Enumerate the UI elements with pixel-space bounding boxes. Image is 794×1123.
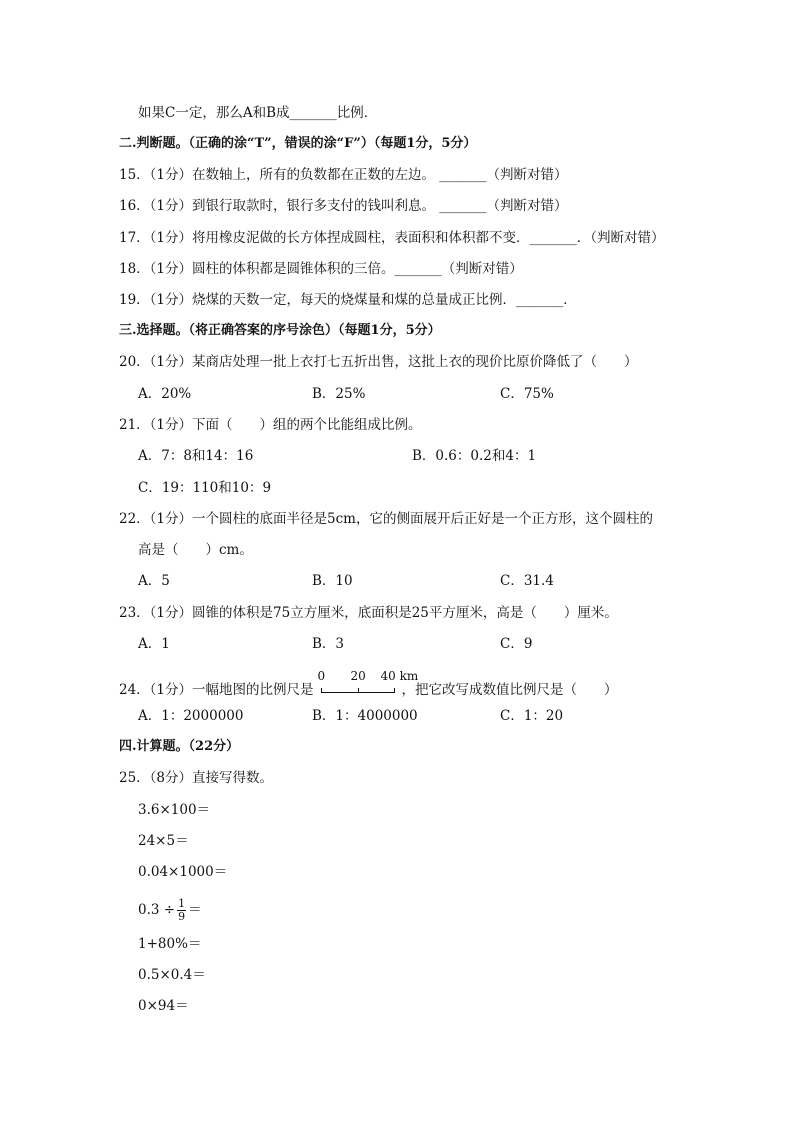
calc-item-7: 0×94＝ xyxy=(138,998,189,1014)
question-17: 17．（1分）将用橡皮泥做的长方体捏成圆柱，表面积和体积都不变．_______．（判断对错） xyxy=(119,230,665,246)
q24-option-a[interactable]: A．1：2000000 xyxy=(138,708,244,724)
question-25: 25．（8分）直接写得数。 xyxy=(119,770,274,786)
question-16: 16．（1分）到银行取款时，银行多支付的钱叫利息。 _______（判断对错） xyxy=(119,198,568,214)
q21-option-a[interactable]: A．7：8和14：16 xyxy=(138,448,254,464)
section-4-heading: 四.计算题。（22分） xyxy=(119,739,240,754)
calc-item-4-equals: ＝ xyxy=(188,902,202,918)
question-22-continuation: 高是（ ）cm。 xyxy=(138,542,253,558)
q23-option-c[interactable]: C．9 xyxy=(500,636,533,652)
calc-item-2: 24×5＝ xyxy=(138,833,189,849)
fraction-one-ninth xyxy=(177,898,186,923)
question-22: 22．（1分）一个圆柱的底面半径是5cm，它的侧面展开后正好是一个正方形，这个圆柱的 xyxy=(119,511,653,527)
calc-item-5: 1+80%＝ xyxy=(138,936,202,952)
q22-option-a[interactable]: A．5 xyxy=(138,573,170,589)
q20-option-b[interactable]: B．25% xyxy=(312,386,366,402)
question-24 xyxy=(119,669,618,700)
q20-option-c[interactable]: C．75% xyxy=(500,386,554,402)
question-15: 15．（1分）在数轴上，所有的负数都在正数的左边。 _______（判断对错） xyxy=(119,167,568,183)
q22-option-b[interactable]: B．10 xyxy=(312,573,353,589)
section-2-heading: 二.判断题。（正确的涂“T”，错误的涂“F”）（每题1分，5分） xyxy=(119,136,477,151)
q21-option-b[interactable]: B．0.6：0.2和4：1 xyxy=(412,448,537,464)
fraction-numerator: 1 xyxy=(178,897,186,910)
scale-bar-label-40km: 40 km xyxy=(380,669,419,683)
scale-bar-label-0: 0 xyxy=(317,669,326,683)
q23-option-b[interactable]: B．3 xyxy=(312,636,345,652)
calc-item-6: 0.5×0.4＝ xyxy=(138,967,206,983)
scale-bar-label-20: 20 xyxy=(350,669,366,683)
q23-option-a[interactable]: A．1 xyxy=(138,636,170,652)
calc-item-1: 3.6×100＝ xyxy=(138,802,211,818)
q21-option-c[interactable]: C．19：110和10：9 xyxy=(138,480,272,496)
question-14-continuation: 如果C一定，那么A和B成_______比例． xyxy=(138,105,378,121)
q24-option-c[interactable]: C．1：20 xyxy=(500,708,564,724)
q20-option-a[interactable]: A．20% xyxy=(138,386,192,402)
question-24-text-end: ，把它改写成数值比例尺是（ ） xyxy=(401,682,618,698)
calc-item-4-dividend: 0.3 ÷ xyxy=(138,902,176,918)
calc-item-4 xyxy=(138,898,202,923)
question-24-text: 24．（1分）一幅地图的比例尺是 xyxy=(119,682,314,698)
question-21: 21．（1分）下面（ ）组的两个比能组成比例。 xyxy=(119,417,422,433)
section-3-heading: 三.选择题。（将正确答案的序号涂色）（每题1分，5分） xyxy=(119,323,441,338)
question-23: 23．（1分）圆锥的体积是75立方厘米，底面积是25平方厘米，高是（ ）厘米。 xyxy=(119,605,618,621)
calc-item-3: 0.04×1000＝ xyxy=(138,864,228,880)
question-18: 18．（1分）圆柱的体积都是圆锥体积的三倍。_______（判断对错） xyxy=(119,261,523,277)
question-19: 19．（1分）烧煤的天数一定，每天的烧煤量和煤的总量成正比例．_______． xyxy=(119,292,577,308)
scale-bar-mid-tick xyxy=(358,688,359,692)
q22-option-c[interactable]: C．31.4 xyxy=(500,573,554,589)
fraction-denominator: 9 xyxy=(178,910,186,923)
question-20: 20．（1分）某商店处理一批上衣打七五折出售，这批上衣的现价比原价降低了（ ） xyxy=(119,354,638,370)
scale-bar-figure xyxy=(317,669,419,700)
q24-option-b[interactable]: B．1：4000000 xyxy=(312,708,418,724)
